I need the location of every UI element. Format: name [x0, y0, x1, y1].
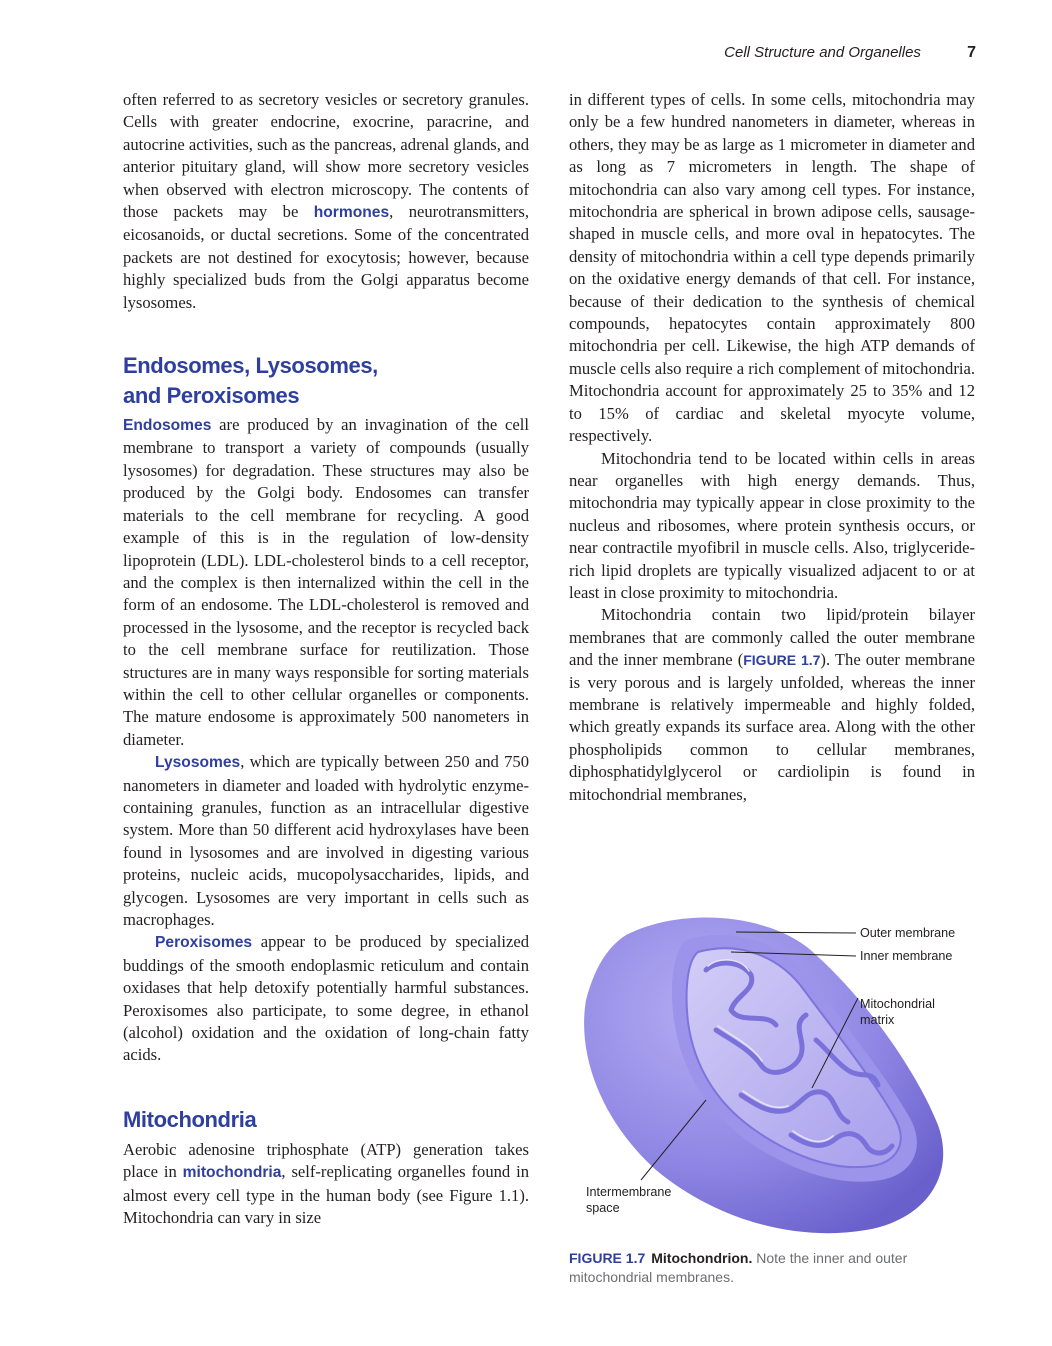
- figure-caption: [569, 1249, 969, 1287]
- running-title: Cell Structure and Organelles: [724, 44, 921, 61]
- heading-line: Endosomes, Lysosomes,: [123, 353, 378, 379]
- term-lysosomes: Lysosomes: [155, 754, 241, 772]
- caption-text: Note the inner and outer mitochondrial membranes.: [569, 1250, 908, 1285]
- figure-reference: FIGURE 1.7: [743, 652, 821, 669]
- paragraph-membranes: [569, 604, 975, 806]
- left-column: [123, 89, 529, 1229]
- paragraph-text: , which are typically between 250 and 750 nanometers in diameter and loaded with hydrolytic enzyme-containing granules, function as an intracellular digestive system. More than 50 different acid hydroxylases have been found in lysosomes and are involved in digesting various proteins, nucleic acids, mucopolysaccharides, lipids, and glycogen. Lysosomes are very important in cells such as macrophages.: [123, 752, 529, 929]
- mitochondrion-figure: [566, 900, 986, 1245]
- paragraph-text: , neurotransmitters, eicosanoids, or ductal secretions. Some of the concentrated packets are not destined for exocytosis; however, because highly specialized buds from the Golgi apparatus become lysosomes.: [123, 202, 529, 312]
- heading-endosomes: [123, 351, 529, 411]
- label-inner-membrane: Inner membrane: [860, 949, 953, 963]
- label-line: Mitochondrial: [860, 997, 935, 1011]
- paragraph-text: , self-replicating organelles found in almost every cell type in the human body (see Figure 1.1). Mitochondria can vary in size: [123, 1162, 529, 1228]
- term-peroxisomes: Peroxisomes: [155, 934, 253, 952]
- paragraph-text: often referred to as secretory vesicles or secretory granules. Cells with greater endocrine, exocrine, paracrine, and autocrine activities, such as the pancreas, adrenal glands, and anterior pituitary gland, will show more secretory vesicles when observed with electron microscopy. The contents of those packets may be: [123, 90, 529, 222]
- paragraph-text: ). The outer membrane is very porous and is largely unfolded, whereas the inner membrane is relatively impermeable and highly folded, which greatly expands its surface area. Along with the other phospholipids common to cellular membranes, diphosphatidylglycerol or cardiolipin is found in mitochondrial membranes,: [569, 650, 975, 804]
- running-header: [724, 44, 976, 62]
- paragraph-location: Mitochondria tend to be located within cells in areas near organelles with high energy demands. Thus, mitochondria may typically appear in close proximity to the nucleus and ribosomes, where protein synthesis occurs, or near contractile myofibril in muscle cells. Also, triglyceride-rich lipid droplets are typically visualized adjacent to or at least in close proximity to mitochondria.: [569, 448, 975, 602]
- heading-mitochondria: Mitochondria: [123, 1106, 257, 1132]
- heading-line: and Peroxisomes: [123, 383, 300, 409]
- label-line: matrix: [860, 1013, 895, 1027]
- paragraph-text: are produced by an invagination of the cell membrane to transport a variety of compounds (usually lysosomes) for degradation. These structures may also be produced by the Golgi body. Endosomes can transfer materials to the cell membrane for recycling. A good example of this is in the regulation of low-density lipoprotein (LDL). LDL-cholesterol binds to a cell receptor, and the complex is then internalized within the cell in the form of an endosome. The LDL-cholesterol is removed and processed in the lysosome, and the receptor is recycled back to the cell membrane surface for reutilization. Those structures are in many ways responsible for sorting materials within the cell to other cellular organelles or components. The mature endosome is approximately 500 nanometers in diameter.: [123, 415, 529, 749]
- paragraph-size: in different types of cells. In some cells, mitochondria may only be a few hundred nanometers in diameter, whereas in others, they may be as large as 1 micrometer in diameter and as long as 7 micrometers in length. The shape of mitochondria can also vary among cell types. For instance, mitochondria are spherical in brown adipose cells, sausage-shaped in muscle cells, and more oval in hepatocytes. The density of mitochondria within a cell type depends primarily on the oxidative energy demands of that cell. For instance, because of their dedication to the synthesis of chemical compounds, hepatocytes contain approximately 800 mitochondria per cell. Likewise, the high ATP demands of muscle cells also require a rich complement of mitochondria. Mitochondria account for approximately 25 to 35% and 12 to 15% of cardiac and skeletal myocyte volume, respectively.: [569, 90, 975, 446]
- paragraph-mitochondria: [123, 1139, 529, 1230]
- label-outer-membrane: Outer membrane: [860, 926, 956, 940]
- caption-number: FIGURE 1.7: [569, 1250, 646, 1266]
- paragraph-text: Mitochondria contain two lipid/protein bilayer membranes that are commonly called the outer membrane and the inner membrane (: [569, 605, 975, 670]
- term-hormones: hormones: [313, 204, 390, 222]
- caption-title: Mitochondrion.: [651, 1250, 753, 1266]
- paragraph-peroxisomes: [123, 931, 529, 1066]
- label-line: Intermembrane: [586, 1185, 672, 1199]
- label-intermembrane-space: [586, 1184, 671, 1216]
- term-endosomes: Endosomes: [123, 417, 212, 435]
- page-number: 7: [967, 44, 976, 61]
- paragraph-endosomes: [123, 414, 529, 751]
- label-line: space: [586, 1201, 620, 1215]
- right-column: [569, 89, 975, 806]
- paragraph-text: appear to be produced by specialized buddings of the smooth endoplasmic reticulum and contain oxidases that help detoxify potentially harmful substances. Peroxisomes also participate, to some degree, in ethanol (alcohol) oxidation and the oxidation of long-chain fatty acids.: [123, 932, 529, 1065]
- paragraph-lysosomes: [123, 751, 529, 931]
- paragraph-secretory: [123, 89, 529, 314]
- label-mitochondrial-matrix: [860, 996, 935, 1028]
- term-mitochondria: mitochondria: [182, 1164, 282, 1182]
- paragraph-text: Aerobic adenosine triphosphate (ATP) generation takes place in: [123, 1139, 529, 1182]
